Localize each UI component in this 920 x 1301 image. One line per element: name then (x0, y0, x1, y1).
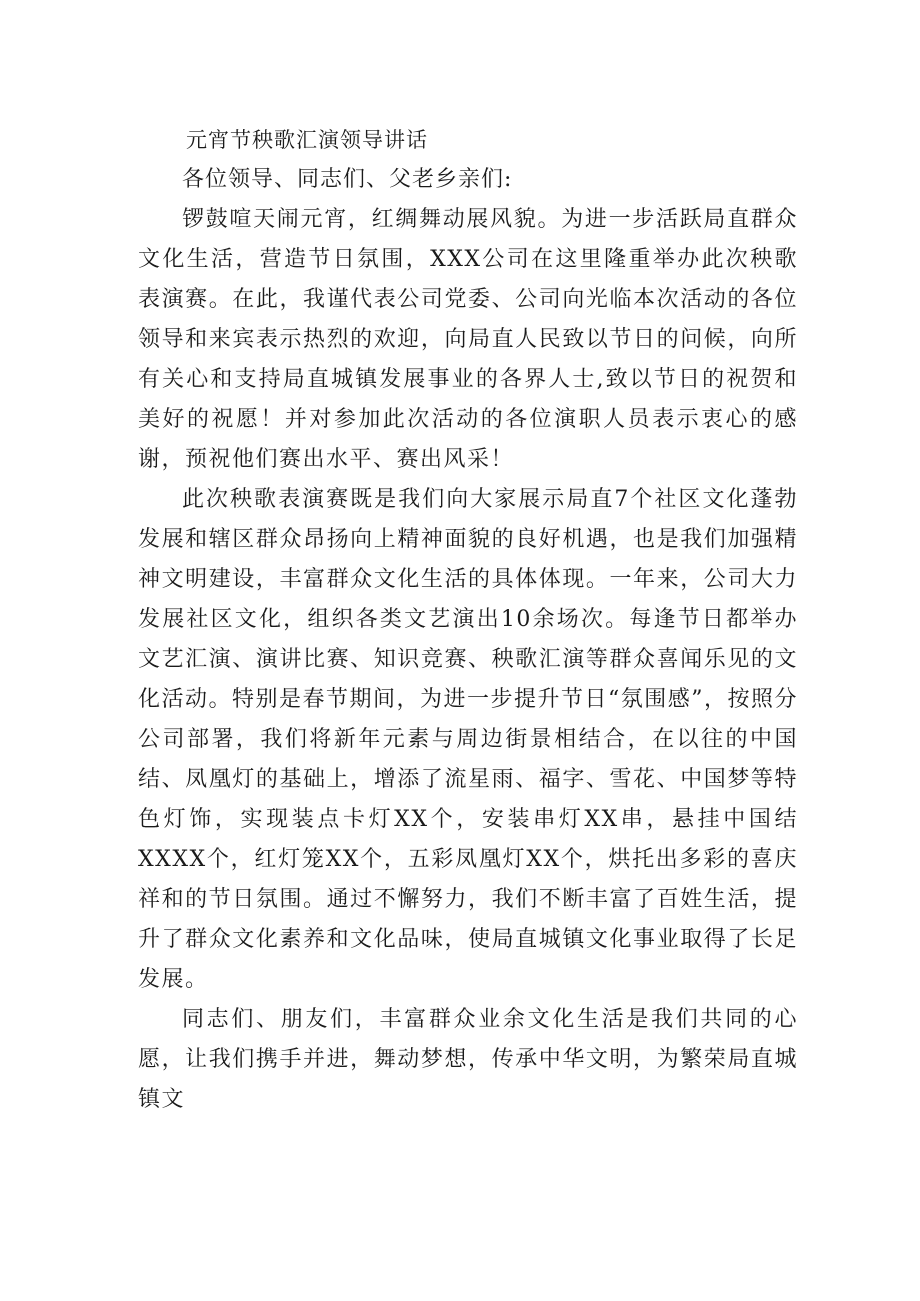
document-title: 元宵节秧歌汇演领导讲话 (186, 128, 428, 152)
paragraph-closing: 同志们、朋友们，丰富群众业余文化生活是我们共同的心愿，让我们携手并进，舞动梦想，传承中华文明，为繁荣局直城镇文 (138, 1007, 798, 1112)
document-body (138, 120, 798, 1120)
paragraph-opening: 锣鼓喧天闹元宵，红绸舞动展风貌。为进一步活跃局直群众文化生活，营造节日氛围，XXX公司在这里隆重举办此次秧歌表演赛。在此，我谨代表公司党委、公司向光临本次活动的各位领导和来宾表示热烈的欢迎，向局直人民致以节日的问候，向所有关心和支持局直城镇发展事业的各界人士,致以节日的祝贺和美好的祝愿！并对参加此次活动的各位演职人员表示衷心的感谢，预祝他们赛出水平、赛出风采！ (138, 207, 798, 472)
salutation: 各位领导、同志们、父老乡亲们: (182, 167, 513, 192)
paragraph-achievements: 此次秧歌表演赛既是我们向大家展示局直7个社区文化蓬勃发展和辖区群众昂扬向上精神面貌的良好机遇，也是我们加强精神文明建设，丰富群众文化生活的具体体现。一年来，公司大力发展社区文化，组织各类文艺演出10余场次。每逢节日都举办文艺汇演、演讲比赛、知识竞赛、秧歌汇演等群众喜闻乐见的文化活动。特别是春节期间，为进一步提升节日“氛围感”，按照分公司部署，我们将新年元素与周边街景相结合，在以往的中国结、凤凰灯的基础上，增添了流星雨、福字、雪花、中国梦等特色灯饰，实现装点卡灯XX个，安装串灯XX串，悬挂中国结XXXX个，红灯笼XX个，五彩凤凰灯XX个，烘托出多彩的喜庆祥和的节日氛围。通过不懈努力，我们不断丰富了百姓生活，提升了群众文化素养和文化品味，使局直城镇文化事业取得了长足发展。 (138, 487, 798, 992)
